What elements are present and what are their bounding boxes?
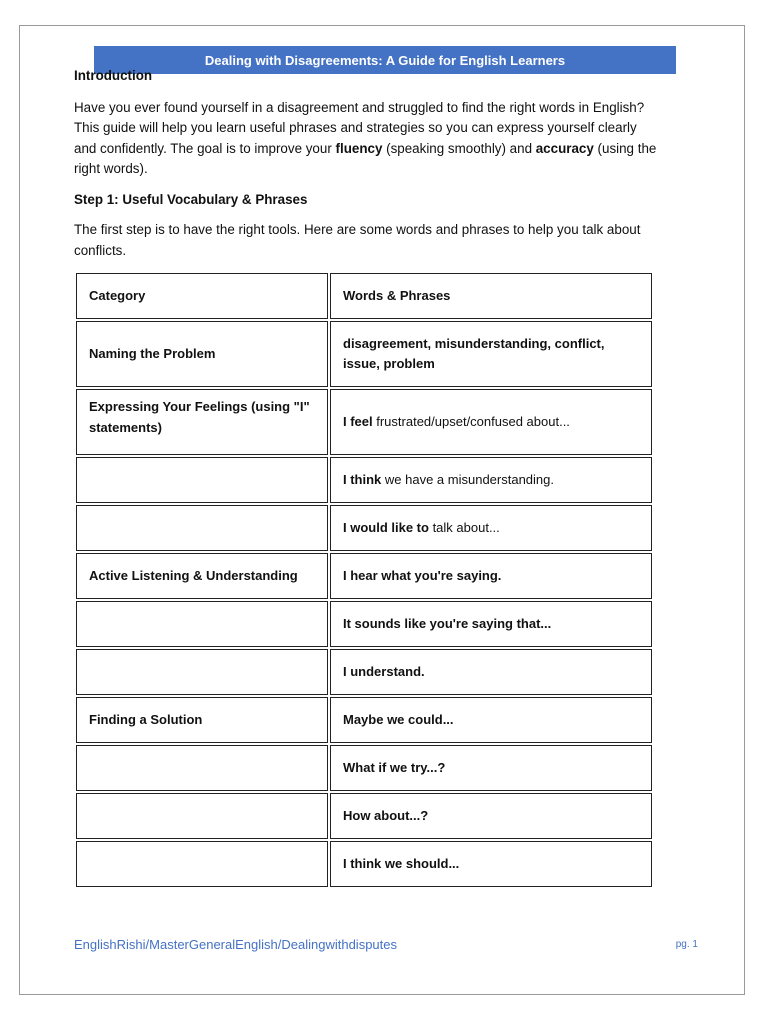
phrase-cell	[330, 457, 652, 503]
phrase-cell	[330, 389, 652, 455]
footer-link[interactable]: EnglishRishi/MasterGeneralEnglish/Dealingwithdisputes	[74, 937, 397, 952]
phrase-cell	[330, 697, 652, 743]
phrase-cell	[330, 601, 652, 647]
category-cell	[76, 505, 328, 551]
phrase-bold: I hear what you're saying.	[343, 567, 502, 583]
category-cell: Finding a Solution	[76, 697, 328, 743]
table-row	[76, 457, 652, 503]
phrase-rest: we have a misunderstanding.	[381, 471, 554, 487]
phrase-bold: I feel	[343, 413, 373, 429]
document-title: Dealing with Disagreements: A Guide for English Learners	[94, 46, 676, 74]
category-cell	[76, 793, 328, 839]
intro-text-part1: Have you ever found yourself in a disagreement and struggled to find the right words in English? This guide will help you learn useful phrases and strategies so you can express yourself clearly and confidently. The goal is to improve your	[74, 99, 645, 156]
phrase-cell	[330, 553, 652, 599]
vocabulary-table	[74, 271, 654, 889]
phrase-bold: I would like to	[343, 519, 429, 535]
phrase-cell	[330, 745, 652, 791]
category-cell	[76, 457, 328, 503]
phrase-cell	[330, 649, 652, 695]
phrase-cell	[330, 841, 652, 887]
table-row	[76, 745, 652, 791]
header-phrases: Words & Phrases	[330, 273, 652, 319]
document-body	[74, 66, 659, 261]
phrase-bold: I think we should...	[343, 855, 460, 871]
phrase-bold: It sounds like you're saying that...	[343, 615, 552, 631]
category-cell	[76, 649, 328, 695]
table-row	[76, 553, 652, 599]
category-cell: Expressing Your Feelings (using "I" statements)	[76, 389, 328, 455]
header-category: Category	[76, 273, 328, 319]
table-row	[76, 649, 652, 695]
phrase-rest: frustrated/upset/confused about...	[372, 413, 570, 429]
intro-bold-accuracy: accuracy	[535, 140, 594, 156]
intro-paragraph	[74, 98, 659, 180]
table-row	[76, 505, 652, 551]
phrase-bold: Maybe we could...	[343, 711, 454, 727]
phrase-bold: What if we try...?	[343, 759, 446, 775]
table-header-row	[76, 273, 652, 319]
phrase-bold: I understand.	[343, 663, 425, 679]
phrase-bold: How about...?	[343, 807, 429, 823]
table-row	[76, 321, 652, 387]
category-cell: Active Listening & Understanding	[76, 553, 328, 599]
phrase-bold: I think	[343, 471, 382, 487]
phrase-rest: talk about...	[428, 519, 500, 535]
phrase-cell	[330, 793, 652, 839]
category-cell	[76, 745, 328, 791]
category-cell	[76, 841, 328, 887]
intro-text-part3: (using the right words).	[74, 140, 657, 176]
phrase-bold: disagreement, misunderstanding, conflict, issue, problem	[343, 335, 605, 371]
intro-text-part2: (speaking smoothly) and	[382, 140, 536, 156]
table-row	[76, 793, 652, 839]
table-row	[76, 389, 652, 455]
step1-paragraph: The first step is to have the right tools. Here are some words and phrases to help you talk about conflicts.	[74, 222, 641, 258]
table-row	[76, 697, 652, 743]
table-row	[76, 841, 652, 887]
category-cell: Naming the Problem	[76, 321, 328, 387]
table-row	[76, 601, 652, 647]
intro-bold-fluency: fluency	[335, 140, 383, 156]
step1-heading: Step 1: Useful Vocabulary & Phrases	[74, 191, 308, 207]
category-cell	[76, 601, 328, 647]
phrase-cell	[330, 505, 652, 551]
page-number: pg. 1	[675, 939, 698, 950]
phrase-cell	[330, 321, 652, 387]
intro-heading: Introduction	[74, 68, 153, 83]
